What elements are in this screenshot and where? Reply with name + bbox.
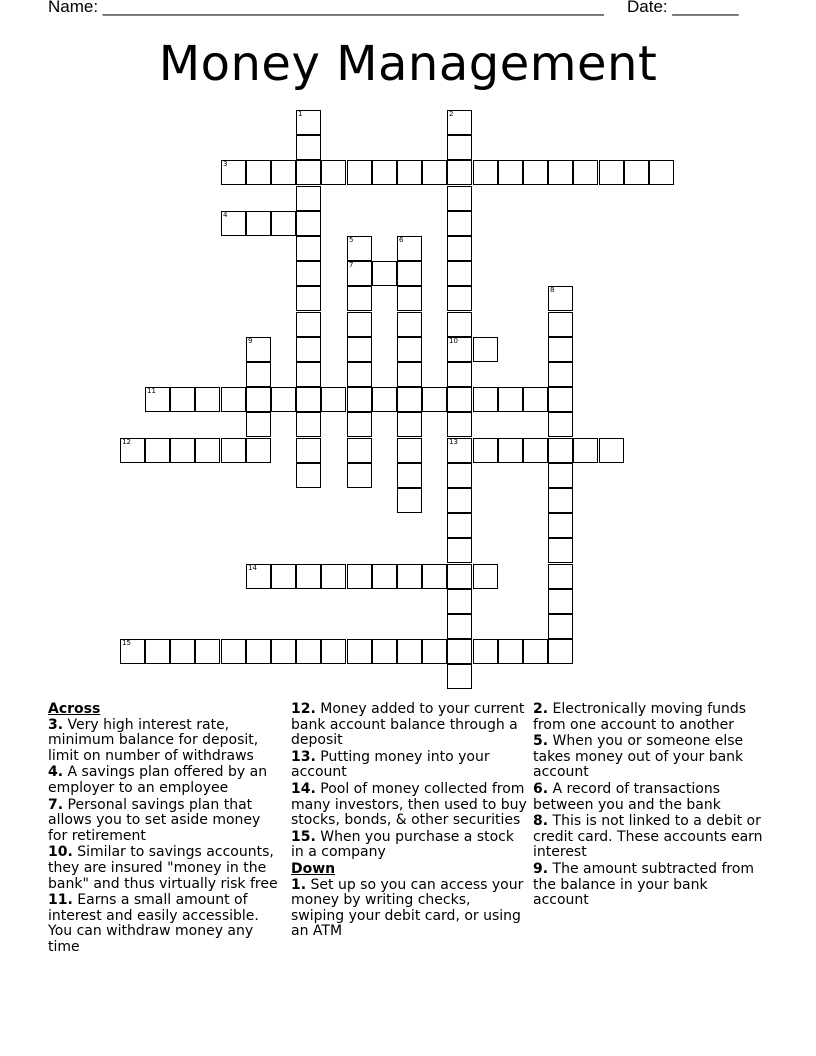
crossword-cell[interactable] [120,639,145,664]
crossword-cell[interactable] [498,438,523,463]
across-heading: Across [48,701,101,717]
clue-down-5 [533,734,763,781]
clue-text: When you or someone else takes money out of your bank account [533,733,744,781]
clue-text: Very high interest rate, minimum balance for deposit, limit on number of withdraws [48,716,259,764]
crossword-cell[interactable] [498,160,523,185]
crossword-cell[interactable] [649,160,674,185]
crossword-cell[interactable] [473,160,498,185]
cell-number: 14 [248,564,257,572]
crossword-cell[interactable] [246,160,271,185]
crossword-cell[interactable] [397,286,422,311]
crossword-cell[interactable] [347,639,372,664]
crossword-cell[interactable] [347,463,372,488]
crossword-cell[interactable] [397,564,422,589]
crossword-cell[interactable] [372,564,397,589]
crossword-cell[interactable] [548,337,573,362]
crossword-cell[interactable] [422,564,447,589]
clue-down-2 [533,702,763,733]
crossword-cell[interactable] [548,488,573,513]
cell-number: 2 [449,110,454,118]
crossword-cell[interactable] [447,387,472,412]
clue-down-6 [533,782,763,813]
crossword-cell[interactable] [246,564,271,589]
crossword-cell[interactable] [447,286,472,311]
crossword-cell[interactable] [321,564,346,589]
crossword-cell[interactable] [221,387,246,412]
crossword-cell[interactable] [246,211,271,236]
crossword-cell[interactable] [347,337,372,362]
crossword-cell[interactable] [296,387,321,412]
cell-number: 3 [223,160,228,168]
clue-across-7 [48,798,284,845]
crossword-cell[interactable] [447,236,472,261]
crossword-cell[interactable] [498,639,523,664]
clue-number: 9. [533,860,549,877]
clue-text: Electronically moving funds from one account to another [533,701,747,733]
crossword-cell[interactable] [195,387,220,412]
crossword-cell[interactable] [548,438,573,463]
crossword-cell[interactable] [271,564,296,589]
date-field[interactable]: Date: _______ [627,0,739,16]
crossword-cell[interactable] [397,463,422,488]
crossword-cell[interactable] [296,362,321,387]
crossword-cell[interactable] [321,639,346,664]
crossword-cell[interactable] [347,286,372,311]
crossword-cell[interactable] [347,438,372,463]
crossword-cell[interactable] [372,387,397,412]
crossword-cell[interactable] [473,387,498,412]
crossword-cell[interactable] [447,211,472,236]
crossword-cell[interactable] [548,564,573,589]
crossword-cell[interactable] [447,564,472,589]
crossword-cell[interactable] [523,639,548,664]
crossword-cell[interactable] [473,337,498,362]
crossword-cell[interactable] [372,261,397,286]
clue-number: 15. [291,828,316,845]
crossword-cell[interactable] [447,614,472,639]
cell-number: 9 [248,337,253,345]
down-heading: Down [291,860,336,877]
crossword-cell[interactable] [120,438,145,463]
crossword-cell[interactable] [347,362,372,387]
cell-number: 7 [349,261,354,269]
crossword-cell[interactable] [548,513,573,538]
clue-across-15 [291,830,527,861]
clue-text: Earns a small amount of interest and easily accessible. You can withdraw money any time [48,892,259,955]
clue-text: Personal savings plan that allows you to set aside money for retirement [48,796,261,844]
crossword-cell[interactable] [397,412,422,437]
clue-number: 8. [533,813,549,830]
clue-across-12 [291,702,527,749]
crossword-cell[interactable] [145,438,170,463]
clue-number: 6. [533,780,549,797]
crossword-cell[interactable] [145,639,170,664]
crossword-cell[interactable] [296,211,321,236]
name-field[interactable]: Name: _____________________________________________________ [48,0,604,16]
cell-number: 13 [449,438,458,446]
cell-number: 8 [550,286,555,294]
crossword-cell[interactable] [397,261,422,286]
crossword-cell[interactable] [548,362,573,387]
clue-text: When you purchase a stock in a company [291,828,514,861]
crossword-cell[interactable] [296,186,321,211]
clue-across-3 [48,718,284,765]
clue-text: Putting money into your account [291,748,490,781]
crossword-cell[interactable] [145,387,170,412]
clue-across-10 [48,845,284,892]
crossword-cell[interactable] [347,312,372,337]
clue-text: Money added to your current bank account balance through a deposit [291,701,525,749]
crossword-cell[interactable] [447,337,472,362]
crossword-cell[interactable] [271,387,296,412]
clues-column-3 [533,702,763,910]
crossword-cell[interactable] [447,412,472,437]
crossword-cell[interactable] [447,639,472,664]
clue-number: 7. [48,796,64,813]
clue-number: 1. [291,876,307,893]
crossword-cell[interactable] [296,160,321,185]
cell-number: 11 [147,387,156,395]
crossword-cell[interactable] [321,160,346,185]
clue-number: 11. [48,892,73,909]
crossword-cell[interactable] [573,438,598,463]
clue-across-14 [291,782,527,829]
crossword-cell[interactable] [271,639,296,664]
crossword-cell[interactable] [548,538,573,563]
crossword-cell[interactable] [347,412,372,437]
crossword-cell[interactable] [296,110,321,135]
crossword-cell[interactable] [548,614,573,639]
cell-number: 6 [399,236,404,244]
clue-across-13 [291,750,527,781]
clue-across-11 [48,893,284,955]
crossword-cell[interactable] [447,160,472,185]
crossword-cell[interactable] [296,312,321,337]
crossword-cell[interactable] [271,160,296,185]
crossword-cell[interactable] [321,387,346,412]
crossword-cell[interactable] [599,160,624,185]
crossword-cell[interactable] [347,564,372,589]
crossword-cell[interactable] [221,211,246,236]
clue-number: 13. [291,748,316,765]
clue-text: The amount subtracted from the balance in your bank account [533,860,755,909]
crossword-cell[interactable] [170,639,195,664]
clue-down-9 [533,862,763,909]
crossword-cell[interactable] [473,438,498,463]
crossword-cell[interactable] [296,337,321,362]
crossword-cell[interactable] [296,412,321,437]
crossword-cell[interactable] [246,438,271,463]
crossword-cell[interactable] [599,438,624,463]
crossword-cell[interactable] [397,362,422,387]
clue-number: 12. [291,701,316,717]
crossword-cell[interactable] [397,639,422,664]
crossword-cell[interactable] [624,160,649,185]
clue-across-4 [48,765,284,796]
cell-number: 10 [449,337,458,345]
crossword-cell[interactable] [447,589,472,614]
crossword-cell[interactable] [422,160,447,185]
crossword-cell[interactable] [221,160,246,185]
clue-text: A record of transactions between you and the bank [533,780,721,813]
crossword-cell[interactable] [447,513,472,538]
crossword-cell[interactable] [296,564,321,589]
crossword-cell[interactable] [548,412,573,437]
crossword-cell[interactable] [397,236,422,261]
crossword-cell[interactable] [523,438,548,463]
crossword-cell[interactable] [221,639,246,664]
crossword-cell[interactable] [498,387,523,412]
crossword-cell[interactable] [246,412,271,437]
crossword-cell[interactable] [447,438,472,463]
crossword-cell[interactable] [397,160,422,185]
clue-down-1 [291,878,527,940]
crossword-cell[interactable] [347,236,372,261]
crossword-cell[interactable] [523,387,548,412]
crossword-cell[interactable] [372,639,397,664]
crossword-cell[interactable] [296,463,321,488]
clue-text: Similar to savings accounts, they are insured "money in the bank" and thus virtually risk free [48,844,278,892]
crossword-cell[interactable] [397,312,422,337]
cell-number: 1 [298,110,303,118]
crossword-cell[interactable] [447,362,472,387]
crossword-cell[interactable] [221,438,246,463]
crossword-cell[interactable] [548,286,573,311]
clue-text: This is not linked to a debit or credit card. These accounts earn interest [533,813,763,861]
crossword-cell[interactable] [523,160,548,185]
crossword-cell[interactable] [246,337,271,362]
clue-number: 3. [48,716,64,733]
cell-number: 5 [349,236,354,244]
crossword-cell[interactable] [195,438,220,463]
crossword-cell[interactable] [296,261,321,286]
crossword-cell[interactable] [246,387,271,412]
crossword-cell[interactable] [347,261,372,286]
crossword-cell[interactable] [447,463,472,488]
crossword-cell[interactable] [447,110,472,135]
crossword-cell[interactable] [296,438,321,463]
clue-text: Set up so you can access your money by writing checks, swiping your debit card, or using an ATM [291,876,524,940]
crossword-cell[interactable] [447,261,472,286]
crossword-cell[interactable] [296,286,321,311]
crossword-cell[interactable] [548,463,573,488]
crossword-cell[interactable] [195,639,220,664]
crossword-cell[interactable] [347,160,372,185]
crossword-cell[interactable] [573,160,598,185]
crossword-cell[interactable] [473,639,498,664]
clue-down-8 [533,814,763,861]
crossword-cell[interactable] [397,337,422,362]
crossword-cell[interactable] [296,639,321,664]
crossword-cell[interactable] [246,362,271,387]
crossword-cell[interactable] [397,488,422,513]
crossword-cell[interactable] [170,438,195,463]
crossword-cell[interactable] [447,312,472,337]
crossword-cell[interactable] [548,312,573,337]
crossword-cell[interactable] [246,639,271,664]
crossword-cell[interactable] [422,387,447,412]
crossword-cell[interactable] [170,387,195,412]
crossword-cell[interactable] [447,186,472,211]
crossword-cell[interactable] [447,135,472,160]
cell-number: 4 [223,211,228,219]
clue-number: 10. [48,844,73,861]
crossword-cell[interactable] [397,387,422,412]
crossword-cell[interactable] [548,639,573,664]
crossword-cell[interactable] [296,236,321,261]
crossword-cell[interactable] [473,564,498,589]
crossword-cell[interactable] [296,135,321,160]
cell-number: 12 [122,438,131,446]
clue-text: Pool of money collected from many investors, then used to buy stocks, bonds, & other securities [291,780,527,829]
crossword-cell[interactable] [347,387,372,412]
clue-number: 5. [533,733,549,750]
crossword-cell[interactable] [447,488,472,513]
crossword-cell[interactable] [447,664,472,689]
crossword-cell[interactable] [372,160,397,185]
clues-column-1 [48,702,284,957]
clues-column-2 [291,702,527,941]
cell-number: 15 [122,639,131,647]
crossword-cell[interactable] [447,538,472,563]
crossword-cell[interactable] [397,438,422,463]
clue-text: A savings plan offered by an employer to an employee [48,764,268,796]
clue-number: 4. [48,764,64,781]
crossword-cell[interactable] [271,211,296,236]
clue-number: 14. [291,780,316,797]
clue-number: 2. [533,701,549,717]
crossword-cell[interactable] [548,160,573,185]
crossword-cell[interactable] [548,589,573,614]
crossword-cell[interactable] [548,387,573,412]
crossword-cell[interactable] [422,639,447,664]
page-title: Money Management [158,36,658,92]
